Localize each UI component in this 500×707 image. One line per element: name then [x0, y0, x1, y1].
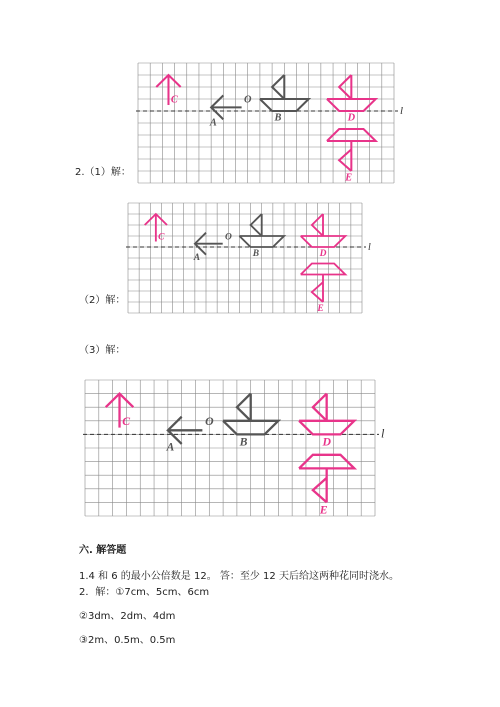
- label-b: B: [274, 112, 282, 124]
- label-e: E: [317, 303, 324, 314]
- shape-d-hull: [327, 99, 376, 111]
- label-o: O: [244, 94, 252, 106]
- line-l-label: l: [400, 105, 404, 117]
- shape-d-hull: [299, 421, 354, 435]
- q2-part3-label: （3）解：: [79, 345, 126, 356]
- label-o: O: [205, 414, 214, 428]
- figure-grid-2: [128, 203, 371, 314]
- figure-grid-3: [85, 380, 385, 517]
- label-e: E: [319, 503, 328, 517]
- line-l-label: l: [368, 242, 371, 253]
- section6-title: 六. 解答题: [79, 545, 127, 556]
- label-o: O: [224, 232, 232, 243]
- label-d: D: [322, 435, 331, 449]
- label-a: A: [209, 117, 217, 129]
- label-d: D: [347, 112, 356, 124]
- section6-line3: ②3dm、2dm、4dm: [79, 611, 176, 622]
- line-l-label: l: [381, 426, 385, 441]
- q2-part2-label: （2）解：: [79, 295, 126, 306]
- q2-part1-label: 2.（1）解：: [75, 167, 131, 178]
- label-e: E: [345, 172, 353, 184]
- grid: [128, 203, 362, 313]
- figure-grid-1: [138, 63, 404, 184]
- grid: [85, 380, 375, 516]
- label-c: C: [170, 94, 178, 106]
- label-d: D: [319, 248, 327, 259]
- label-a: A: [166, 440, 175, 454]
- shape-d-hull: [301, 236, 346, 247]
- label-b: B: [252, 248, 260, 259]
- label-b: B: [239, 435, 248, 449]
- grid: [138, 63, 394, 183]
- label-c: C: [122, 414, 131, 428]
- section6-line2: 2．解：①7cm、5cm、6cm: [79, 587, 210, 598]
- label-c: C: [158, 232, 165, 243]
- section6-line4: ③2m、0.5m、0.5m: [79, 635, 176, 646]
- label-a: A: [193, 253, 201, 264]
- section6-line1: 1.4 和 6 的最小公倍数是 12。 答：至少 12 天后给这两种花同时浇水。: [79, 571, 399, 582]
